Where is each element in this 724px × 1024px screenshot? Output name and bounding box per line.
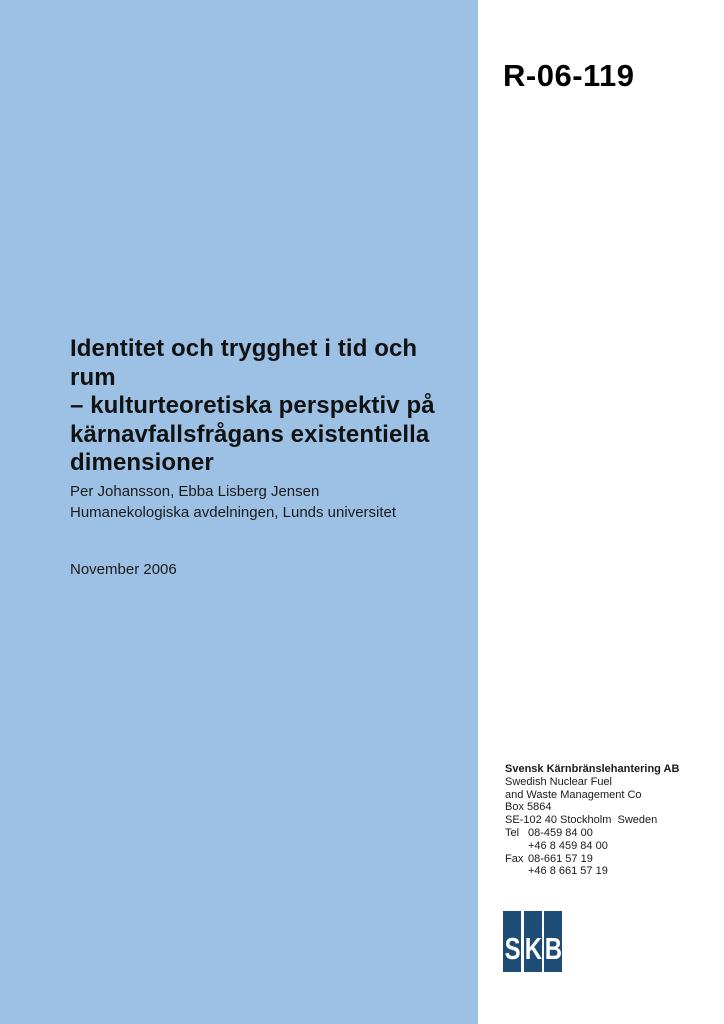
byline-block bbox=[70, 482, 396, 523]
fax-row bbox=[505, 853, 715, 866]
fax-row-intl bbox=[505, 865, 715, 878]
report-title-line: dimensioner bbox=[70, 449, 214, 476]
skb-logo-letter-s: S bbox=[504, 930, 520, 967]
fax-label: Fax bbox=[505, 852, 524, 865]
authors-line: Per Johansson, Ebba Lisberg Jensen bbox=[70, 483, 320, 500]
publisher-name: Svensk Kärnbränslehantering AB bbox=[505, 763, 680, 775]
tel-number-intl: +46 8 459 84 00 bbox=[528, 839, 608, 852]
address-line: Box 5864 bbox=[505, 801, 552, 814]
fax-number: 08-661 57 19 bbox=[528, 852, 593, 865]
publisher-address-block bbox=[505, 763, 715, 878]
tel-label-blank bbox=[505, 840, 528, 853]
report-title-line: – kulturteoretiska perspektiv på bbox=[70, 392, 435, 419]
tel-number: 08-459 84 00 bbox=[528, 826, 593, 839]
tel-row-intl bbox=[505, 840, 715, 853]
fax-number-intl: +46 8 661 57 19 bbox=[528, 865, 608, 878]
address-line: and Waste Management Co bbox=[505, 788, 642, 801]
fax-label-blank bbox=[505, 865, 528, 878]
skb-logo-bar bbox=[503, 911, 521, 972]
tel-label: Tel bbox=[505, 826, 520, 839]
publication-date: November 2006 bbox=[70, 561, 177, 578]
report-title bbox=[70, 335, 460, 478]
skb-logo bbox=[503, 911, 562, 972]
tel-row bbox=[505, 827, 715, 840]
report-title-line: Identitet och trygghet i tid och rum bbox=[70, 335, 418, 391]
address-line: SE-102 40 Stockholm Sweden bbox=[505, 814, 658, 827]
address-line: Swedish Nuclear Fuel bbox=[505, 775, 612, 788]
report-number: R-06-119 bbox=[503, 58, 635, 93]
skb-logo-letter-k: K bbox=[524, 930, 541, 967]
skb-logo-bar bbox=[544, 911, 562, 972]
report-title-line: kärnavfallsfrågans existentiella bbox=[70, 420, 430, 448]
skb-logo-bar bbox=[524, 911, 542, 972]
skb-logo-letter-b: B bbox=[544, 930, 562, 967]
affiliation-line: Humanekologiska avdelningen, Lunds universitet bbox=[70, 503, 397, 521]
